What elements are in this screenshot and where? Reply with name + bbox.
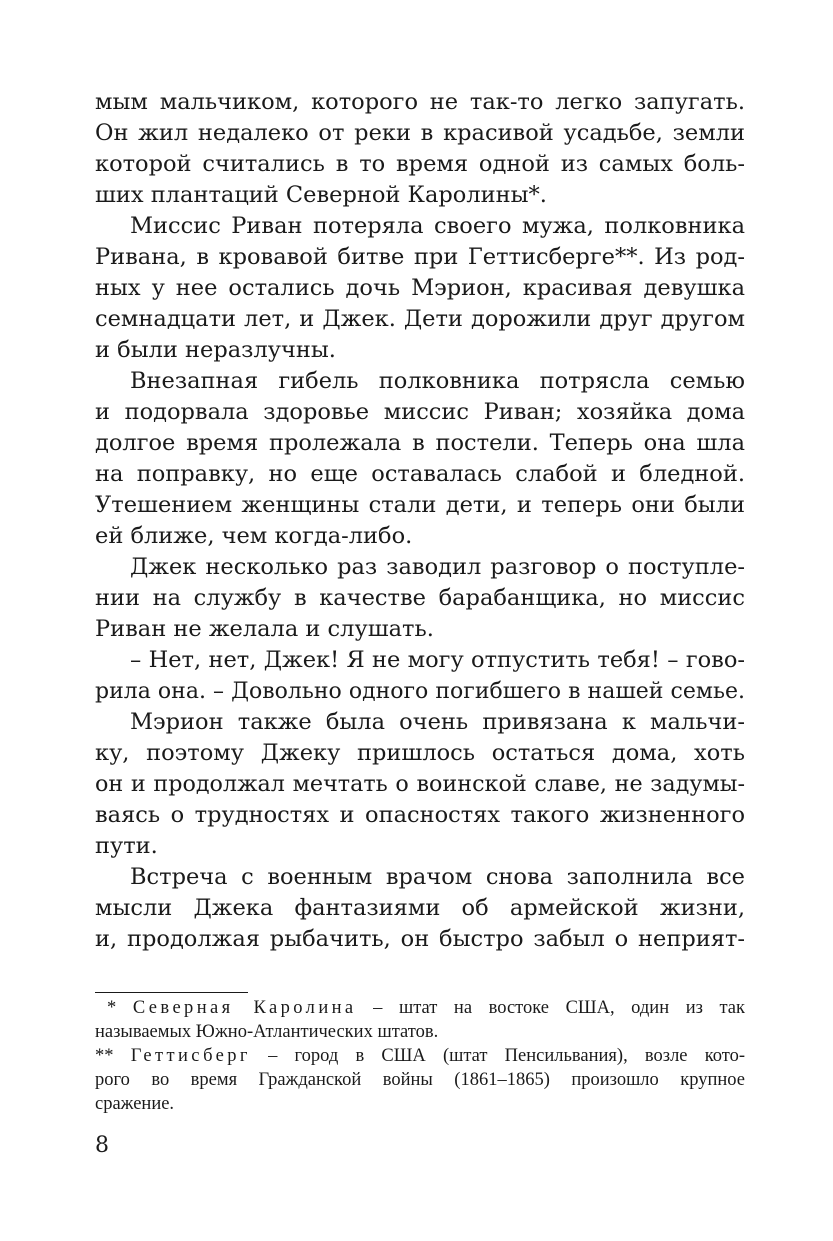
- text-line: и подорвала здоровье миссис Риван; хозяйка дома: [95, 399, 745, 425]
- text-line: рила она. – Довольно одного погибшего в нашей семье.: [95, 679, 745, 704]
- text-line: – Нет, нет, Джек! Я не могу отпустить тебя! – гово-: [130, 647, 745, 673]
- footnote-2-line-2: рого во время Гражданской войны (1861–1865) произошло крупное: [95, 1070, 745, 1090]
- text-line: ших плантаций Северной Каролины*.: [95, 182, 547, 208]
- text-line: Ривана, в кровавой битве при Геттисберге**. Из род-: [95, 244, 745, 270]
- text-line: которой считались в то время одной из самых боль-: [95, 151, 745, 177]
- footnote-1-line-1: [95, 996, 745, 1020]
- text-line: Встреча с военным врачом снова заполнила все: [130, 864, 745, 890]
- text-line: он и продолжал мечтать о воинской славе, не задумы-: [95, 771, 745, 797]
- text-line: мысли Джека фантазиями об армейской жизни,: [95, 895, 745, 921]
- text-line: ваясь о трудностях и опасностях такого жизненного: [95, 802, 745, 828]
- text-line: и, продолжая рыбачить, он быстро забыл о неприят-: [95, 926, 745, 952]
- footnote-divider: [95, 992, 248, 993]
- text-line: пути.: [95, 833, 158, 859]
- footnote-1-marker: *: [107, 998, 117, 1018]
- footnote-2-marker: **: [95, 1046, 114, 1066]
- footnote-1-term: Северная Каролина: [132, 998, 357, 1018]
- text-line: Риван не желала и слушать.: [95, 616, 434, 642]
- text-line: Внезапная гибель полковника потрясла семью: [130, 368, 745, 394]
- footnote-1-line-2: называемых Южно-Атлантических штатов.: [95, 1022, 439, 1042]
- page-number: 8: [95, 1133, 109, 1158]
- body-text: [95, 87, 745, 955]
- footnotes: [95, 996, 745, 1116]
- text-line: на поправку, но еще оставалась слабой и бледной.: [95, 461, 745, 487]
- text-line: ных у нее остались дочь Мэрион, красивая девушка: [95, 275, 745, 301]
- footnote-2-term: Геттисберг: [130, 1046, 251, 1066]
- footnote-2-line-3: сражение.: [95, 1094, 175, 1114]
- text-line: ку, поэтому Джеку пришлось остаться дома, хоть: [95, 740, 745, 766]
- footnote-2-text: – город в США (штат Пенсильвания), возле кото-: [268, 1046, 746, 1066]
- footnote-2-line-1: [95, 1044, 745, 1068]
- text-line: Утешением женщины стали дети, и теперь они были: [95, 492, 745, 518]
- text-line: Мэрион также была очень привязана к мальчи-: [130, 709, 745, 735]
- text-line: ей ближе, чем когда-либо.: [95, 523, 413, 549]
- text-line: Миссис Риван потеряла своего мужа, полковника: [130, 213, 745, 239]
- text-line: Он жил недалеко от реки в красивой усадьбе, земли: [95, 120, 745, 146]
- text-line: нии на службу в качестве барабанщика, но миссис: [95, 585, 745, 611]
- text-line: и были неразлучны.: [95, 337, 336, 363]
- text-line: Джек несколько раз заводил разговор о поступле-: [130, 554, 745, 580]
- text-line: мым мальчиком, которого не так-то легко запугать.: [95, 89, 745, 115]
- text-line: долгое время пролежала в постели. Теперь она шла: [95, 430, 745, 456]
- footnote-1-text: – штат на востоке США, один из так: [373, 998, 746, 1018]
- text-line: семнадцати лет, и Джек. Дети дорожили друг другом: [95, 306, 745, 332]
